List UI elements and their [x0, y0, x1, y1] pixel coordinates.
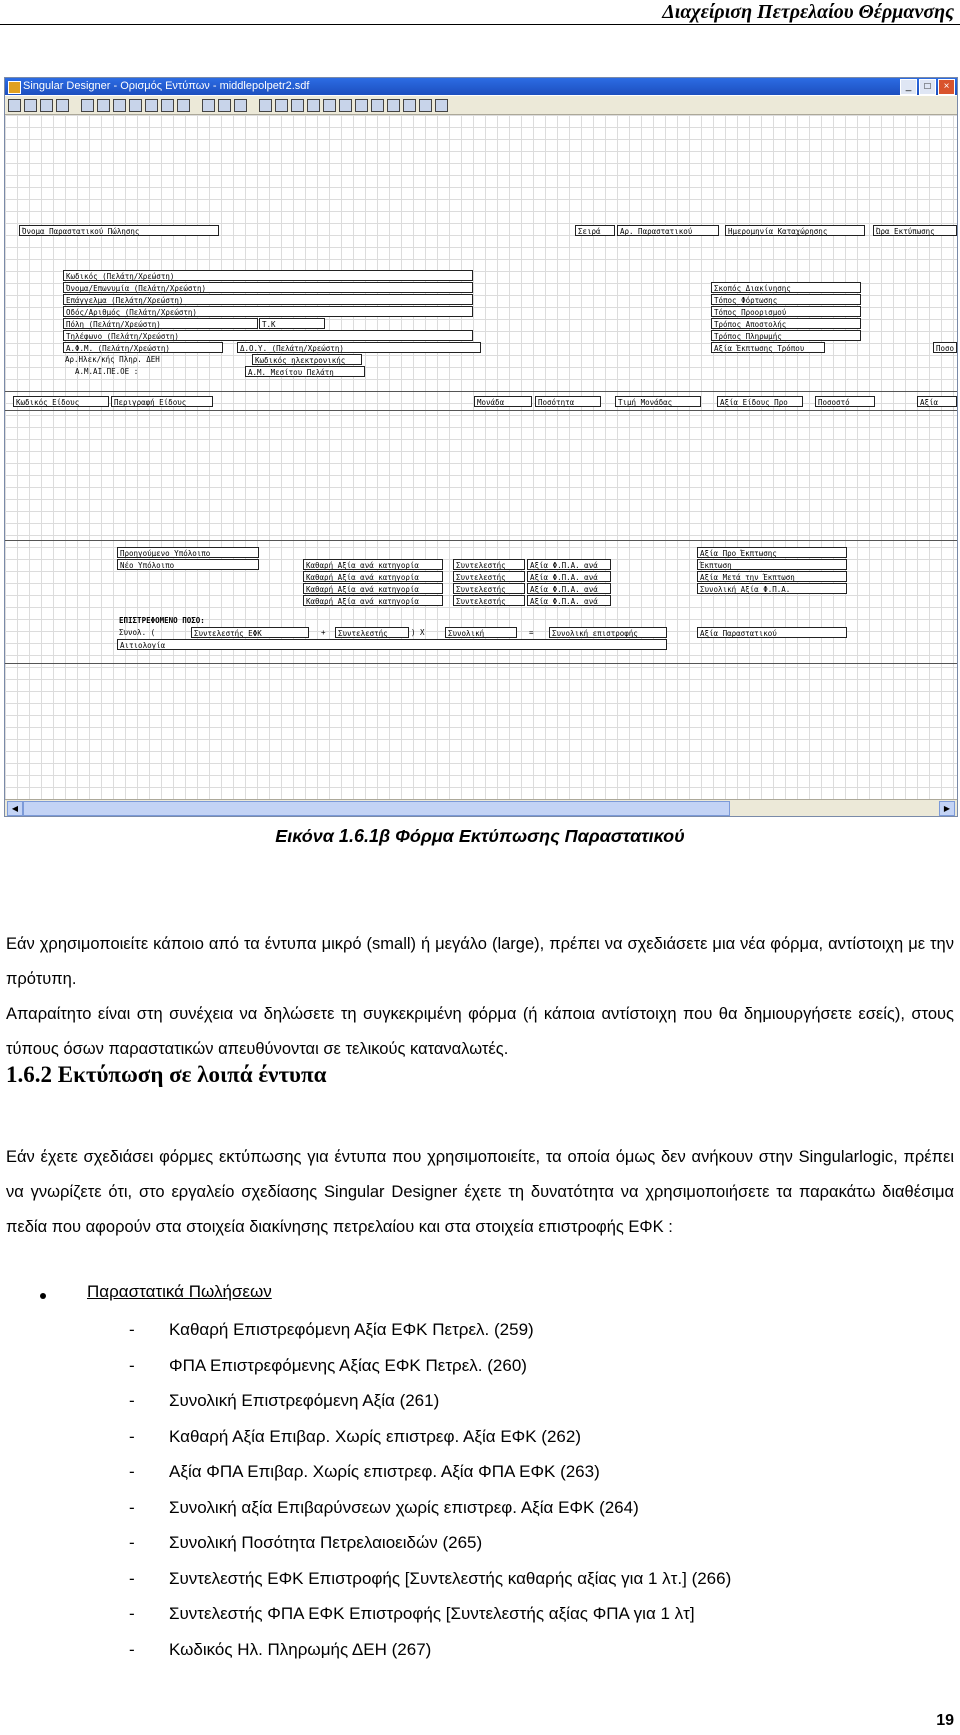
list-item-text: Καθαρή Επιστρεφόμενη Αξία ΕΦΚ Πετρελ. (259) — [169, 1320, 534, 1339]
align-right-icon[interactable] — [291, 99, 304, 112]
form-field[interactable]: Έκπτωση — [697, 559, 847, 570]
window-title: Singular Designer - Ορισμός Εντύπων - middlepolpetr2.sdf — [23, 80, 310, 92]
form-field[interactable]: Συντελεστής — [453, 559, 525, 570]
horizontal-scrollbar[interactable] — [5, 799, 957, 816]
list-item-text: ΦΠΑ Επιστρεφόμενης Αξίας ΕΦΚ Πετρελ. (260) — [169, 1355, 527, 1375]
form-field[interactable]: Αρ.Ηλεκ/κής Πληρ. ΔΕΗ — [65, 355, 160, 364]
form-field[interactable]: Πόλη (Πελάτη/Χρεώστη) — [63, 318, 258, 329]
field-icon[interactable] — [145, 99, 158, 112]
header-title: Διαχείριση Πετρελαίου Θέρμανσης — [662, 1, 954, 23]
list-item — [125, 1533, 731, 1569]
copy-icon[interactable] — [202, 99, 215, 112]
app-icon — [8, 81, 21, 94]
operator-equals: = — [529, 628, 534, 637]
form-field[interactable]: Αιτιολογία — [117, 639, 667, 650]
list-item-text: Συνολική Ποσότητα Πετρελαιοειδών (265) — [169, 1533, 483, 1552]
design-canvas[interactable] — [5, 115, 957, 799]
column-field[interactable]: Τιμή Μονάδας — [615, 396, 701, 407]
list-item — [125, 1427, 731, 1463]
designer-window — [4, 77, 958, 817]
form-field[interactable]: Α.Μ. Μεσίτου Πελάτη — [245, 366, 365, 377]
form-field[interactable]: Αξία Παραστατικού — [697, 627, 847, 638]
form-field[interactable]: Όνομα/Επωνυμία (Πελάτη/Χρεώστη) — [63, 282, 473, 293]
column-field[interactable]: Ποσότητα — [535, 396, 601, 407]
dash-marker: - — [129, 1426, 135, 1446]
form-field[interactable]: Αξία Φ.Π.Α. ανά — [527, 559, 611, 570]
list-item-text: Καθαρή Αξία Επιβαρ. Χωρίς επιστρεφ. Αξία ΕΦΚ (262) — [169, 1426, 581, 1446]
dash-marker: - — [129, 1568, 135, 1588]
toolbar-separator — [72, 100, 78, 111]
box-icon[interactable] — [113, 99, 126, 112]
refund-title: ΕΠΙΣΤΡΕΦΟΜΕΝΟ ΠΟΣΟ: — [119, 616, 205, 625]
preview-icon[interactable] — [403, 99, 416, 112]
list-item-text: Συνολική Επιστρεφόμενη Αξία (261) — [169, 1391, 440, 1410]
line-icon[interactable] — [129, 99, 142, 112]
form-field[interactable]: Οδός/Αριθμός (Πελάτη/Χρεώστη) — [63, 306, 473, 317]
paragraph: Εάν έχετε σχεδιάσει φόρμες εκτύπωσης για έντυπα που χρησιμοποιείτε, τα οποία όμως δεν ανήκουν στην Singularlogic, πρέπει να γνωρίζετε ότι, στο εργαλείο σχεδίασης Singular Designer έχετε τη δυνατότητα να χρησιμοποιήσετε τα παρακάτω διαθέσιμα πεδία που αφορούν στα στοιχεία διακίνησης πετρελαίου και στα στοιχεία επιστροφής ΕΦΚ : — [6, 1148, 954, 1236]
list-item — [125, 1569, 731, 1605]
column-field[interactable]: Κωδικός Είδους — [13, 396, 109, 407]
form-field[interactable]: Καθαρή Αξία ανά κατηγορία — [303, 595, 443, 606]
scroll-thumb[interactable] — [23, 801, 730, 816]
toolbar-separator — [193, 100, 199, 111]
dash-marker: - — [129, 1533, 135, 1552]
form-field[interactable]: Προηγούμενο Υπόλοιπο — [117, 547, 259, 558]
form-field[interactable]: Τ.Κ — [259, 318, 325, 329]
paragraph: Απαραίτητο είναι στη συνέχεια να δηλώσετε τη συγκεκριμένη φόρμα (ή κάποια αντίστοιχη που θα δημιουργήσετε εσείς), στους τύπους όσων παραστατικών απευθύνονται σε τελικούς καταναλωτές. — [6, 1005, 954, 1058]
list-item — [125, 1356, 731, 1392]
list-item — [125, 1320, 731, 1356]
form-field[interactable]: Συντελεστής ΕΦΚ — [191, 627, 309, 638]
column-field[interactable]: Μονάδα — [474, 396, 532, 407]
align-top-icon[interactable] — [307, 99, 320, 112]
image-icon[interactable] — [97, 99, 110, 112]
arrow-down-icon[interactable] — [371, 99, 384, 112]
arrow-up-icon[interactable] — [355, 99, 368, 112]
dash-marker: - — [129, 1355, 135, 1375]
form-field[interactable]: Τηλέφωνο (Πελάτη/Χρεώστη) — [63, 330, 473, 341]
window-titlebar — [5, 78, 957, 95]
operator-plus: + — [321, 628, 326, 637]
form-field[interactable]: Τρόπος Αποστολής — [711, 318, 861, 329]
list-item — [125, 1604, 731, 1640]
open-icon[interactable] — [24, 99, 37, 112]
bullet-icon — [40, 1293, 46, 1299]
form-field[interactable]: Αξία Προ Έκπτωσης — [697, 547, 847, 558]
scroll-left-icon[interactable]: ◀ — [7, 801, 23, 816]
form-field[interactable]: Κωδικός ηλεκτρονικής — [252, 354, 362, 365]
close-button[interactable]: × — [938, 79, 955, 95]
refund-total-label: Συνολ. ( — [119, 628, 156, 637]
list-item — [125, 1462, 731, 1498]
form-field[interactable]: Δ.Ο.Υ. (Πελάτη/Χρεώστη) — [237, 342, 481, 353]
form-field[interactable]: Επάγγελμα (Πελάτη/Χρεώστη) — [63, 294, 473, 305]
toolbar-separator — [250, 100, 256, 111]
form-field[interactable]: Αξία Φ.Π.Α. ανά — [527, 571, 611, 582]
column-field[interactable]: Περιγραφή Είδους — [111, 396, 213, 407]
dash-marker: - — [129, 1604, 135, 1623]
form-field[interactable]: Α.Φ.Μ. (Πελάτη/Χρεώστη) — [63, 342, 223, 353]
print-icon[interactable] — [56, 99, 69, 112]
section-heading: 1.6.2 Εκτύπωση σε λοιπά έντυπα — [6, 1062, 327, 1087]
form-field[interactable]: Ημερομηνία Καταχώρησης — [725, 225, 865, 236]
list-item-text: Αξία ΦΠΑ Επιβαρ. Χωρίς επιστρεφ. Αξία ΦΠΑ ΕΦΚ (263) — [169, 1462, 600, 1481]
scroll-right-icon[interactable]: ▶ — [939, 801, 955, 816]
form-field[interactable]: Αρ. Παραστατικού — [617, 225, 719, 236]
list-item — [125, 1498, 731, 1534]
page-header — [0, 0, 960, 25]
form-field[interactable]: Συνολική Αξία Φ.Π.Α. — [697, 583, 847, 594]
paste-icon[interactable] — [218, 99, 231, 112]
form-field[interactable]: Σκοπός Διακίνησης — [711, 282, 861, 293]
list-item-text: Συντελεστής ΕΦΚ Επιστροφής [Συντελεστής καθαρής αξίας για 1 λτ.] (266) — [169, 1568, 732, 1588]
properties-icon[interactable] — [387, 99, 400, 112]
bullet-item: Παραστατικά Πωλήσεων — [87, 1282, 272, 1301]
column-field[interactable]: Αξία — [917, 396, 957, 407]
form-field[interactable]: Συντελεστής — [453, 571, 525, 582]
form-field[interactable]: Συντελεστής — [453, 583, 525, 594]
form-field[interactable]: Συντελεστής — [453, 595, 525, 606]
align-center-icon[interactable] — [275, 99, 288, 112]
paragraph: Εάν χρησιμοποιείτε κάποιο από τα έντυπα μικρό (small) ή μεγάλο (large), πρέπει να σχεδιάσετε μια νέα φόρμα, αντίστοιχη με την πρότυπη. — [6, 935, 954, 988]
form-field[interactable]: Ώρα Εκτύπωσης — [873, 225, 957, 236]
zoom-icon[interactable] — [419, 99, 432, 112]
list-item-text: Συνολική αξία Επιβαρύνσεων χωρίς επιστρεφ. Αξία ΕΦΚ (264) — [169, 1497, 639, 1517]
dash-marker: - — [129, 1462, 135, 1481]
grid-icon[interactable] — [161, 99, 174, 112]
save-icon[interactable] — [40, 99, 53, 112]
form-field[interactable]: Καθαρή Αξία ανά κατηγορία — [303, 571, 443, 582]
help-icon[interactable] — [435, 99, 448, 112]
column-field[interactable]: Αξία Είδους Προ — [717, 396, 803, 407]
form-field[interactable]: Τρόπος Πληρωμής — [711, 330, 861, 341]
delete-icon[interactable] — [234, 99, 247, 112]
form-field[interactable]: Συνολική επιστροφής — [549, 627, 667, 638]
form-field[interactable]: Α.Μ.ΑΙ.ΠΕ.ΟΕ : — [75, 367, 139, 376]
arrow-right-icon[interactable] — [339, 99, 352, 112]
table-icon[interactable] — [177, 99, 190, 112]
form-field[interactable]: Αξία Φ.Π.Α. ανά — [527, 595, 611, 606]
dash-marker: - — [129, 1391, 135, 1410]
form-field[interactable]: Ποσο — [933, 342, 957, 353]
form-field[interactable]: Αξία Μετά την Έκπτωση — [697, 571, 847, 582]
form-field[interactable]: Αξία Έκπτωσης Τρόπου — [711, 342, 825, 353]
new-icon[interactable] — [8, 99, 21, 112]
operator-times: ) Χ — [411, 628, 425, 637]
form-field[interactable]: Αξία Φ.Π.Α. ανά — [527, 583, 611, 594]
minimize-button[interactable]: _ — [900, 79, 917, 95]
band-separator — [5, 663, 957, 664]
list-item-text: Κωδικός Ηλ. Πληρωμής ΔΕΗ (267) — [169, 1639, 432, 1659]
figure-caption: Εικόνα 1.6.1β Φόρμα Εκτύπωσης Παραστατικού — [275, 826, 685, 846]
form-field[interactable]: Τόπος Προορισμού — [711, 306, 861, 317]
form-field[interactable]: Συνολική — [445, 627, 517, 638]
text-field-icon[interactable] — [81, 99, 94, 112]
toolbar — [5, 96, 957, 115]
align-left-icon[interactable] — [259, 99, 272, 112]
form-field[interactable]: Σειρά — [575, 225, 615, 236]
dash-marker: - — [129, 1497, 135, 1517]
list-item-text: Συντελεστής ΦΠΑ ΕΦΚ Επιστροφής [Συντελεστής αξίας ΦΠΑ για 1 λτ] — [169, 1604, 695, 1623]
list-item — [125, 1391, 731, 1427]
arrow-left-icon[interactable] — [323, 99, 336, 112]
form-field[interactable]: Τόπος Φόρτωσης — [711, 294, 861, 305]
page-number: 19 — [936, 1712, 954, 1729]
field-list — [125, 1320, 731, 1675]
form-field[interactable]: Κωδικός (Πελάτη/Χρεώστη) — [63, 270, 473, 281]
band-separator — [5, 410, 957, 411]
column-field[interactable]: Ποσοστό — [815, 396, 875, 407]
form-field[interactable]: Όνομα Παραστατικού Πώλησης — [19, 225, 219, 236]
form-field[interactable]: Νέο Υπόλοιπο — [117, 559, 259, 570]
band-separator — [5, 391, 957, 392]
form-field[interactable]: Καθαρή Αξία ανά κατηγορία — [303, 583, 443, 594]
band-separator — [5, 540, 957, 541]
list-item — [125, 1640, 731, 1676]
maximize-button[interactable]: □ — [919, 79, 936, 95]
dash-marker: - — [129, 1320, 135, 1339]
dash-marker: - — [129, 1639, 135, 1659]
form-field[interactable]: Καθαρή Αξία ανά κατηγορία — [303, 559, 443, 570]
form-field[interactable]: Συντελεστής — [335, 627, 409, 638]
